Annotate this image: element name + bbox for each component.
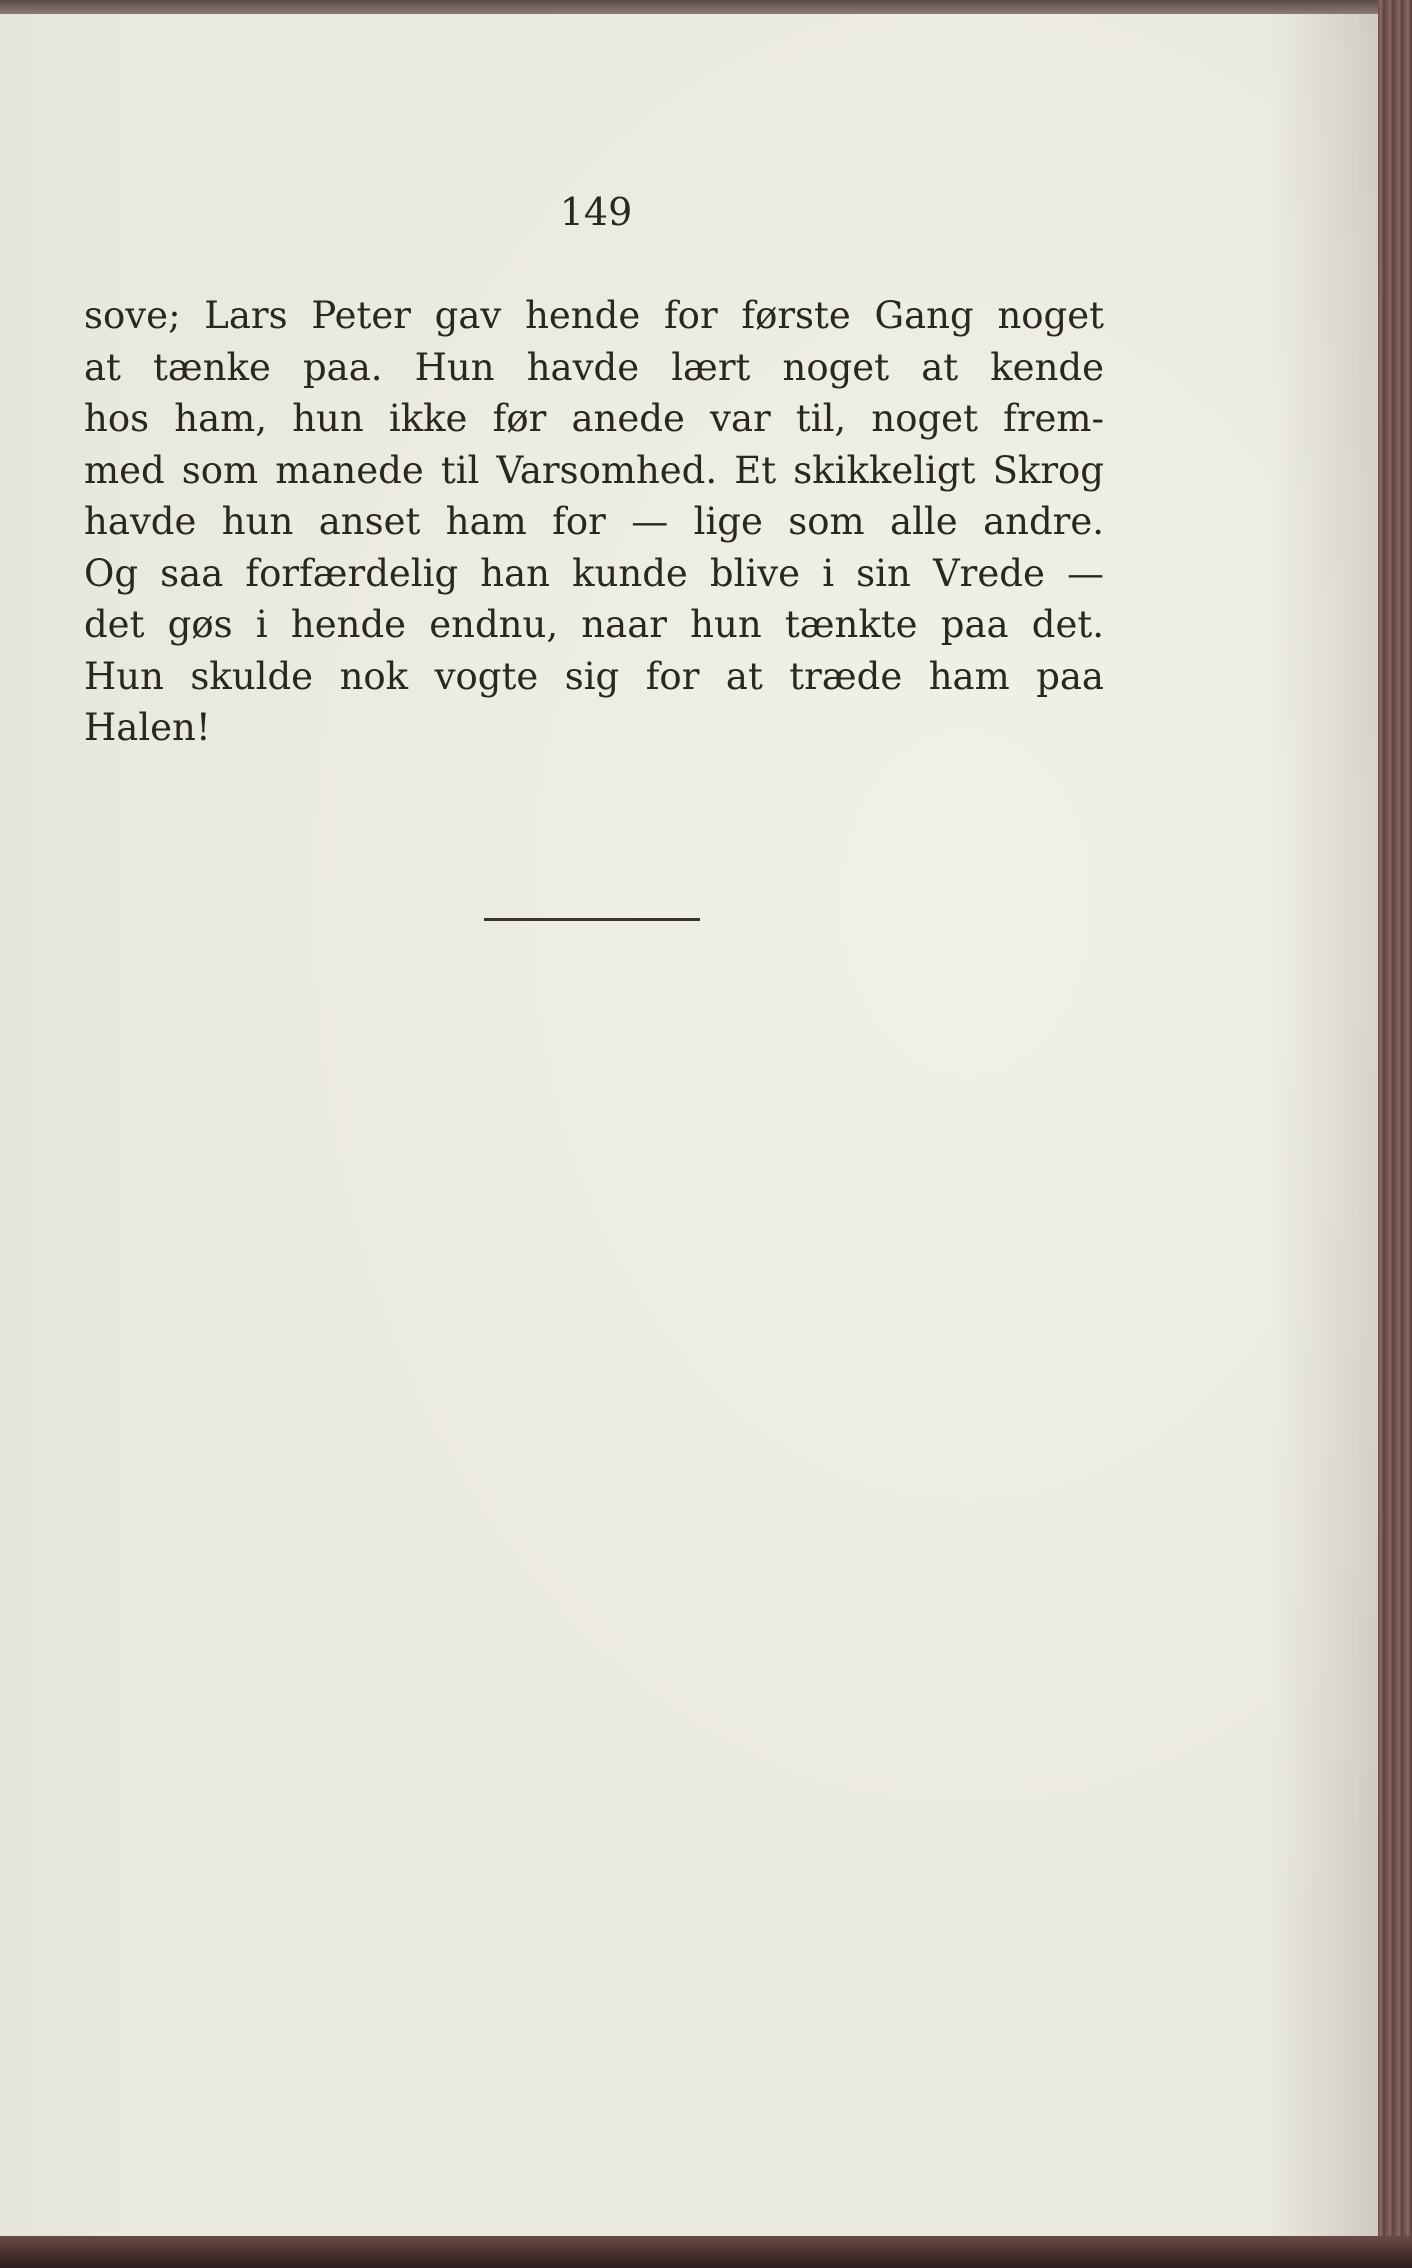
- body-text: [84, 290, 1104, 754]
- text-line: at tænke paa. Hun havde lært noget at kende: [84, 345, 1104, 389]
- text-line: havde hun anset ham for — lige som alle andre.: [84, 500, 1104, 543]
- text-line: Hun skulde nok vogte sig for at træde ham paa: [84, 654, 1104, 698]
- book-page: [0, 14, 1380, 2236]
- chapter-end-rule: [484, 918, 700, 921]
- scan-top-edge: [0, 0, 1412, 14]
- text-line: hos ham, hun ikke før anede var til, noget frem-: [84, 397, 1104, 440]
- scan-bottom-edge: [0, 2236, 1412, 2268]
- book-edge: [1378, 0, 1412, 2268]
- text-line: Halen!: [84, 706, 211, 749]
- page-number: 149: [559, 190, 633, 234]
- text-line: det gøs i hende endnu, naar hun tænkte paa det.: [84, 603, 1104, 646]
- text-line: sove; Lars Peter gav hende for første Gang noget: [84, 294, 1104, 337]
- text-line: med som manede til Varsomhed. Et skikkeligt Skrog: [84, 448, 1104, 492]
- text-line: Og saa forfærdelig han kunde blive i sin Vrede —: [84, 551, 1104, 595]
